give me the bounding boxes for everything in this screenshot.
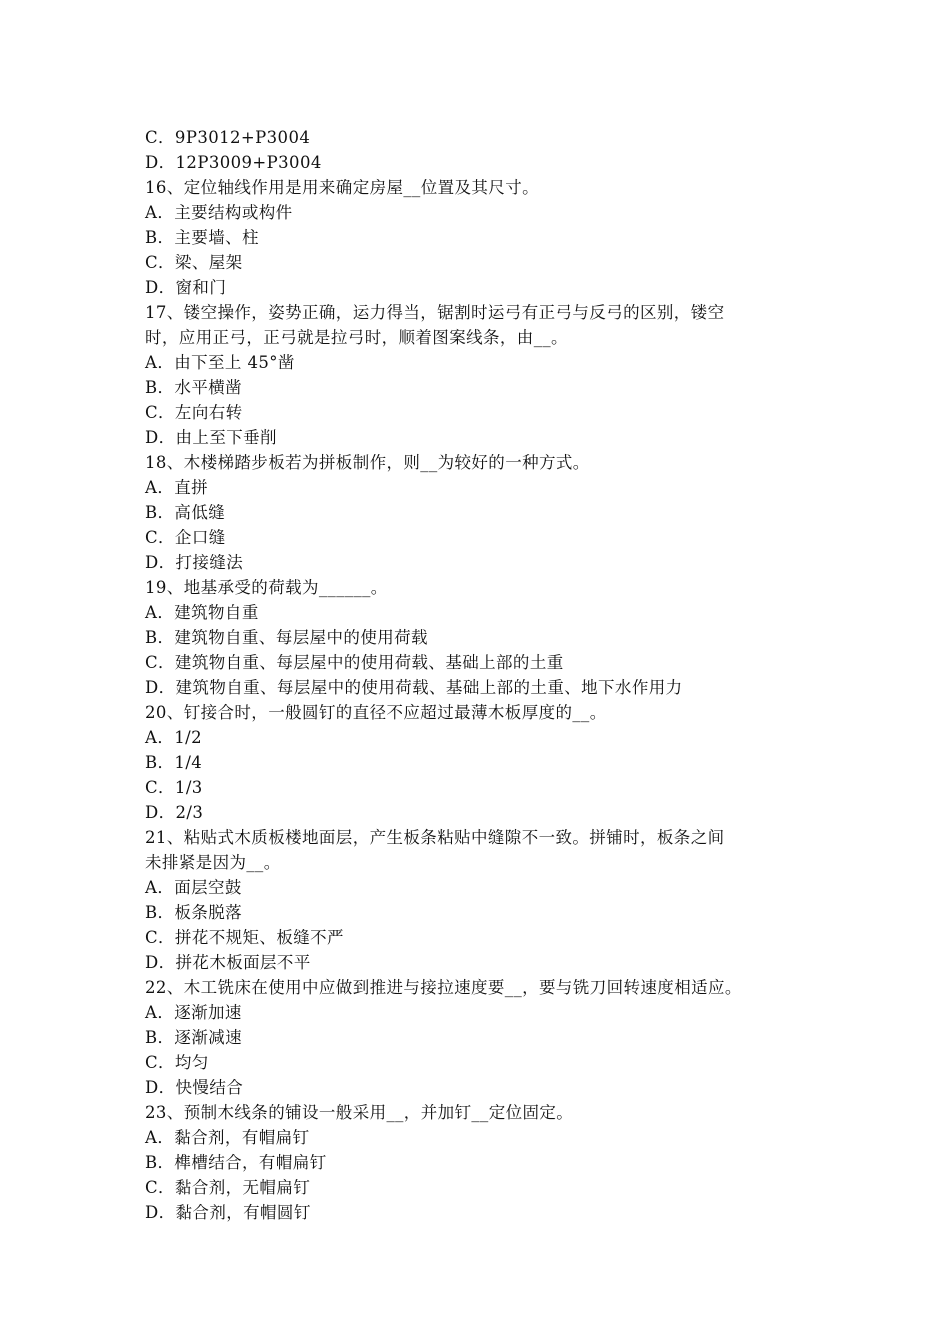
option-line: C．梁、屋架 [145,253,243,272]
option-line: C．黏合剂，无帽扁钉 [145,1178,311,1197]
option-line: A．面层空鼓 [145,878,242,897]
question-line: 23、预制木线条的铺设一般采用__，并加钉__定位固定。 [145,1103,574,1122]
question-line: 19、地基承受的荷载为______。 [145,578,388,597]
option-line: A．逐渐加速 [145,1003,242,1022]
option-line: B．主要墙、柱 [145,228,259,247]
option-line: D．打接缝法 [145,553,244,572]
option-line: D．窗和门 [145,278,227,297]
option-line: D．2/3 [145,803,204,822]
option-line: C．企口缝 [145,528,226,547]
option-line: C．1/3 [145,778,203,797]
option-line: C．拼花不规矩、板缝不严 [145,928,344,947]
option-line: A．主要结构或构件 [145,203,293,222]
option-line: B．1/4 [145,753,203,772]
option-line: D．黏合剂，有帽圆钉 [145,1203,311,1222]
option-line: B．板条脱落 [145,903,243,922]
option-line: A．由下至上 45°凿 [145,353,295,372]
question-line: 时，应用正弓，正弓就是拉弓时，顺着图案线条，由__。 [145,328,568,347]
option-line: A．建筑物自重 [145,603,259,622]
option-line: D．快慢结合 [145,1078,244,1097]
question-line: 22、木工铣床在使用中应做到推进与接拉速度要__，要与铣刀回转速度相适应。 [145,978,742,997]
option-line: C．左向右转 [145,403,243,422]
option-line: B．榫槽结合，有帽扁钉 [145,1153,327,1172]
option-line: D．建筑物自重、每层屋中的使用荷载、基础上部的土重、地下水作用力 [145,678,683,697]
option-line: C．建筑物自重、每层屋中的使用荷载、基础上部的土重 [145,653,564,672]
question-line: 18、木楼梯踏步板若为拼板制作，则__为较好的一种方式。 [145,453,590,472]
question-line: 17、镂空操作，姿势正确，运力得当，锯割时运弓有正弓与反弓的区别，镂空 [145,303,725,322]
question-line: 21、粘贴式木质板楼地面层，产生板条粘贴中缝隙不一致。拼铺时，板条之间 [145,828,725,847]
option-line: B．水平横凿 [145,378,243,397]
option-line: B．建筑物自重、每层屋中的使用荷载 [145,628,428,647]
option-line: B．逐渐减速 [145,1028,243,1047]
question-line: 20、钉接合时，一般圆钉的直径不应超过最薄木板厚度的__。 [145,703,607,722]
question-line: 16、定位轴线作用是用来确定房屋__位置及其尺寸。 [145,178,539,197]
option-line: C．9P3012+P3004 [145,128,311,147]
option-line: D．拼花木板面层不平 [145,953,311,972]
question-line: 未排紧是因为__。 [145,853,281,872]
option-line: B．高低缝 [145,503,226,522]
option-line: A．黏合剂，有帽扁钉 [145,1128,310,1147]
option-line: A．1/2 [145,728,202,747]
option-line: D．由上至下垂削 [145,428,277,447]
option-line: A．直拼 [145,478,209,497]
document-page [145,125,815,1225]
option-line: C．均匀 [145,1053,209,1072]
option-line: D．12P3009+P3004 [145,153,322,172]
